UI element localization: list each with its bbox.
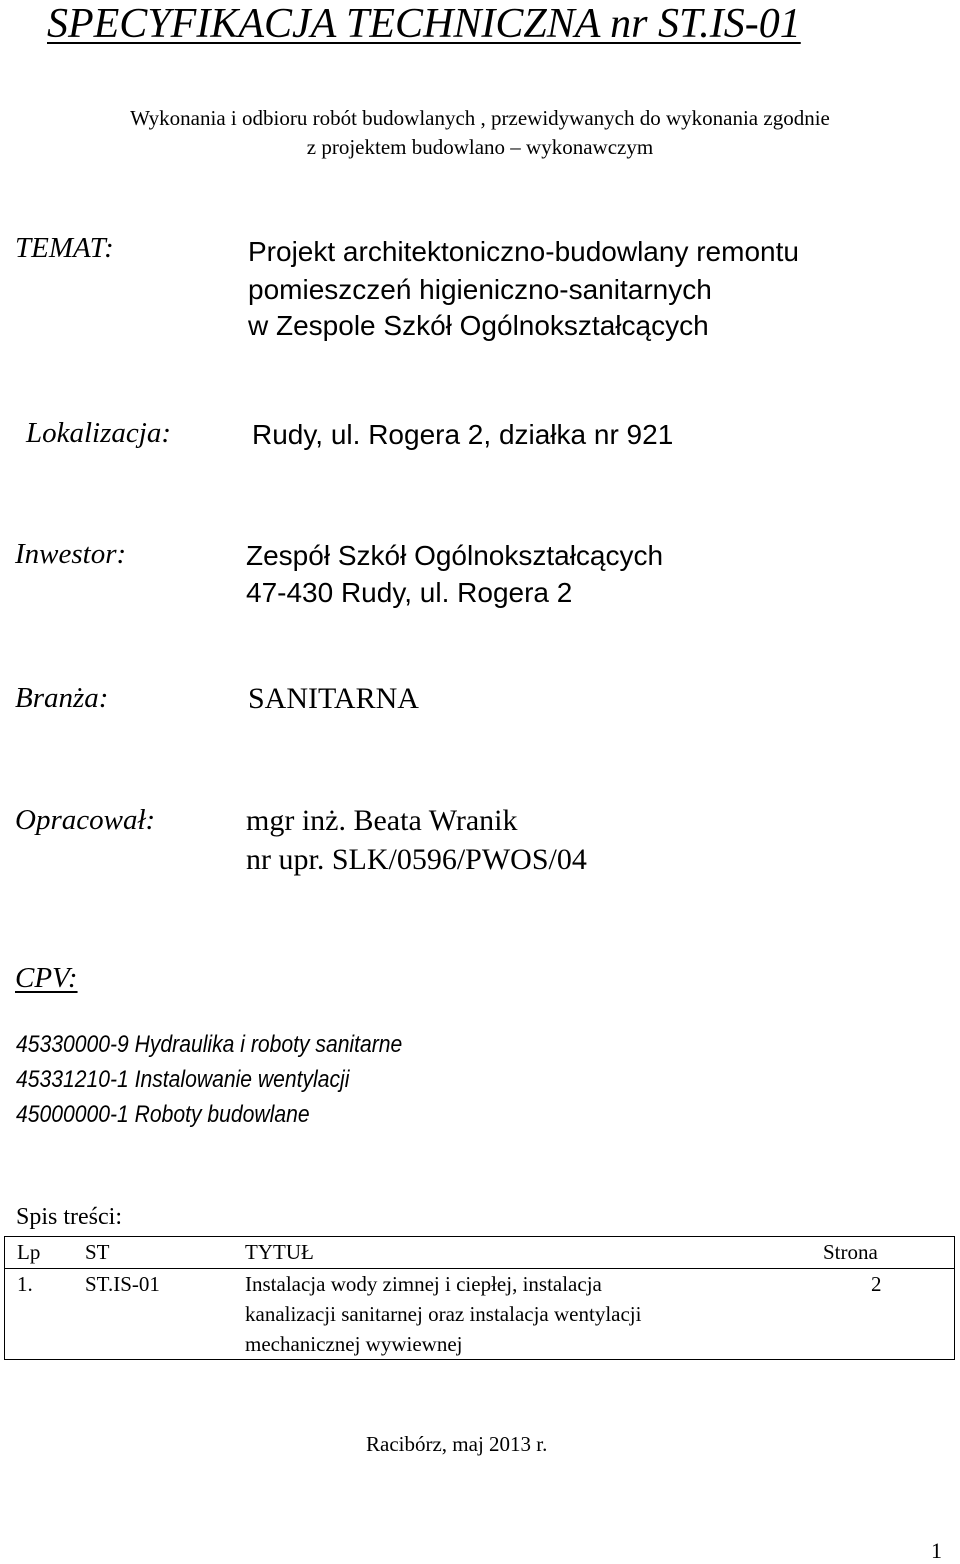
- subtitle-line-2: z projektem budowlano – wykonawczym: [306, 135, 654, 159]
- branza-label: Branża:: [15, 682, 109, 714]
- cpv-code-3: 45000000-1 Roboty budowlane: [16, 1101, 310, 1128]
- toc-header-lp: Lp: [17, 1240, 41, 1264]
- opracowal-line-2: nr upr. SLK/0596/PWOS/04: [246, 843, 587, 876]
- cpv-code-2: 45331210-1 Instalowanie wentylacji: [16, 1066, 350, 1093]
- cpv-label: CPV:: [15, 962, 78, 994]
- page-number: 1: [931, 1538, 942, 1563]
- lokalizacja-label: Lokalizacja:: [26, 417, 171, 449]
- toc-row-strona: 2: [871, 1272, 882, 1296]
- toc-row-st: ST.IS-01: [85, 1272, 160, 1296]
- opracowal-label: Opracował:: [15, 804, 156, 836]
- cpv-code-1: 45330000-9 Hydraulika i roboty sanitarne: [16, 1031, 403, 1058]
- inwestor-label: Inwestor:: [15, 538, 127, 570]
- toc-row-title-2: kanalizacji sanitarnej oraz instalacja wentylacji: [245, 1302, 642, 1326]
- document-title: SPECYFIKACJA TECHNICZNA nr ST.IS-01: [47, 1, 801, 47]
- toc-row-title-1: Instalacja wody zimnej i ciepłej, instalacja: [245, 1272, 602, 1296]
- inwestor-line-1: Zespół Szkół Ogólnokształcących: [246, 540, 664, 571]
- toc-heading: Spis treści:: [16, 1204, 122, 1230]
- inwestor-line-2: 47-430 Rudy, ul. Rogera 2: [246, 577, 573, 608]
- place-date: Racibórz, maj 2013 r.: [366, 1432, 548, 1456]
- toc-row-lp: 1.: [17, 1272, 33, 1296]
- opracowal-line-1: mgr inż. Beata Wranik: [246, 804, 518, 837]
- toc-row-title-3: mechanicznej wywiewnej: [245, 1332, 463, 1356]
- temat-line-1: Projekt architektoniczno-budowlany remontu: [248, 236, 799, 267]
- toc-header-st: ST: [85, 1240, 110, 1264]
- toc-table: [4, 1236, 955, 1360]
- temat-label: TEMAT:: [15, 232, 114, 264]
- temat-line-2: pomieszczeń higieniczno-sanitarnych: [248, 274, 712, 305]
- lokalizacja-value: Rudy, ul. Rogera 2, działka nr 921: [252, 419, 674, 450]
- subtitle-line-1: Wykonania i odbioru robót budowlanych , przewidywanych do wykonania zgodnie: [130, 106, 830, 130]
- branza-value: SANITARNA: [248, 682, 419, 715]
- toc-header-tytul: TYTUŁ: [245, 1240, 314, 1264]
- toc-header-strona: Strona: [823, 1240, 878, 1264]
- temat-line-3: w Zespole Szkół Ogólnokształcących: [248, 310, 709, 341]
